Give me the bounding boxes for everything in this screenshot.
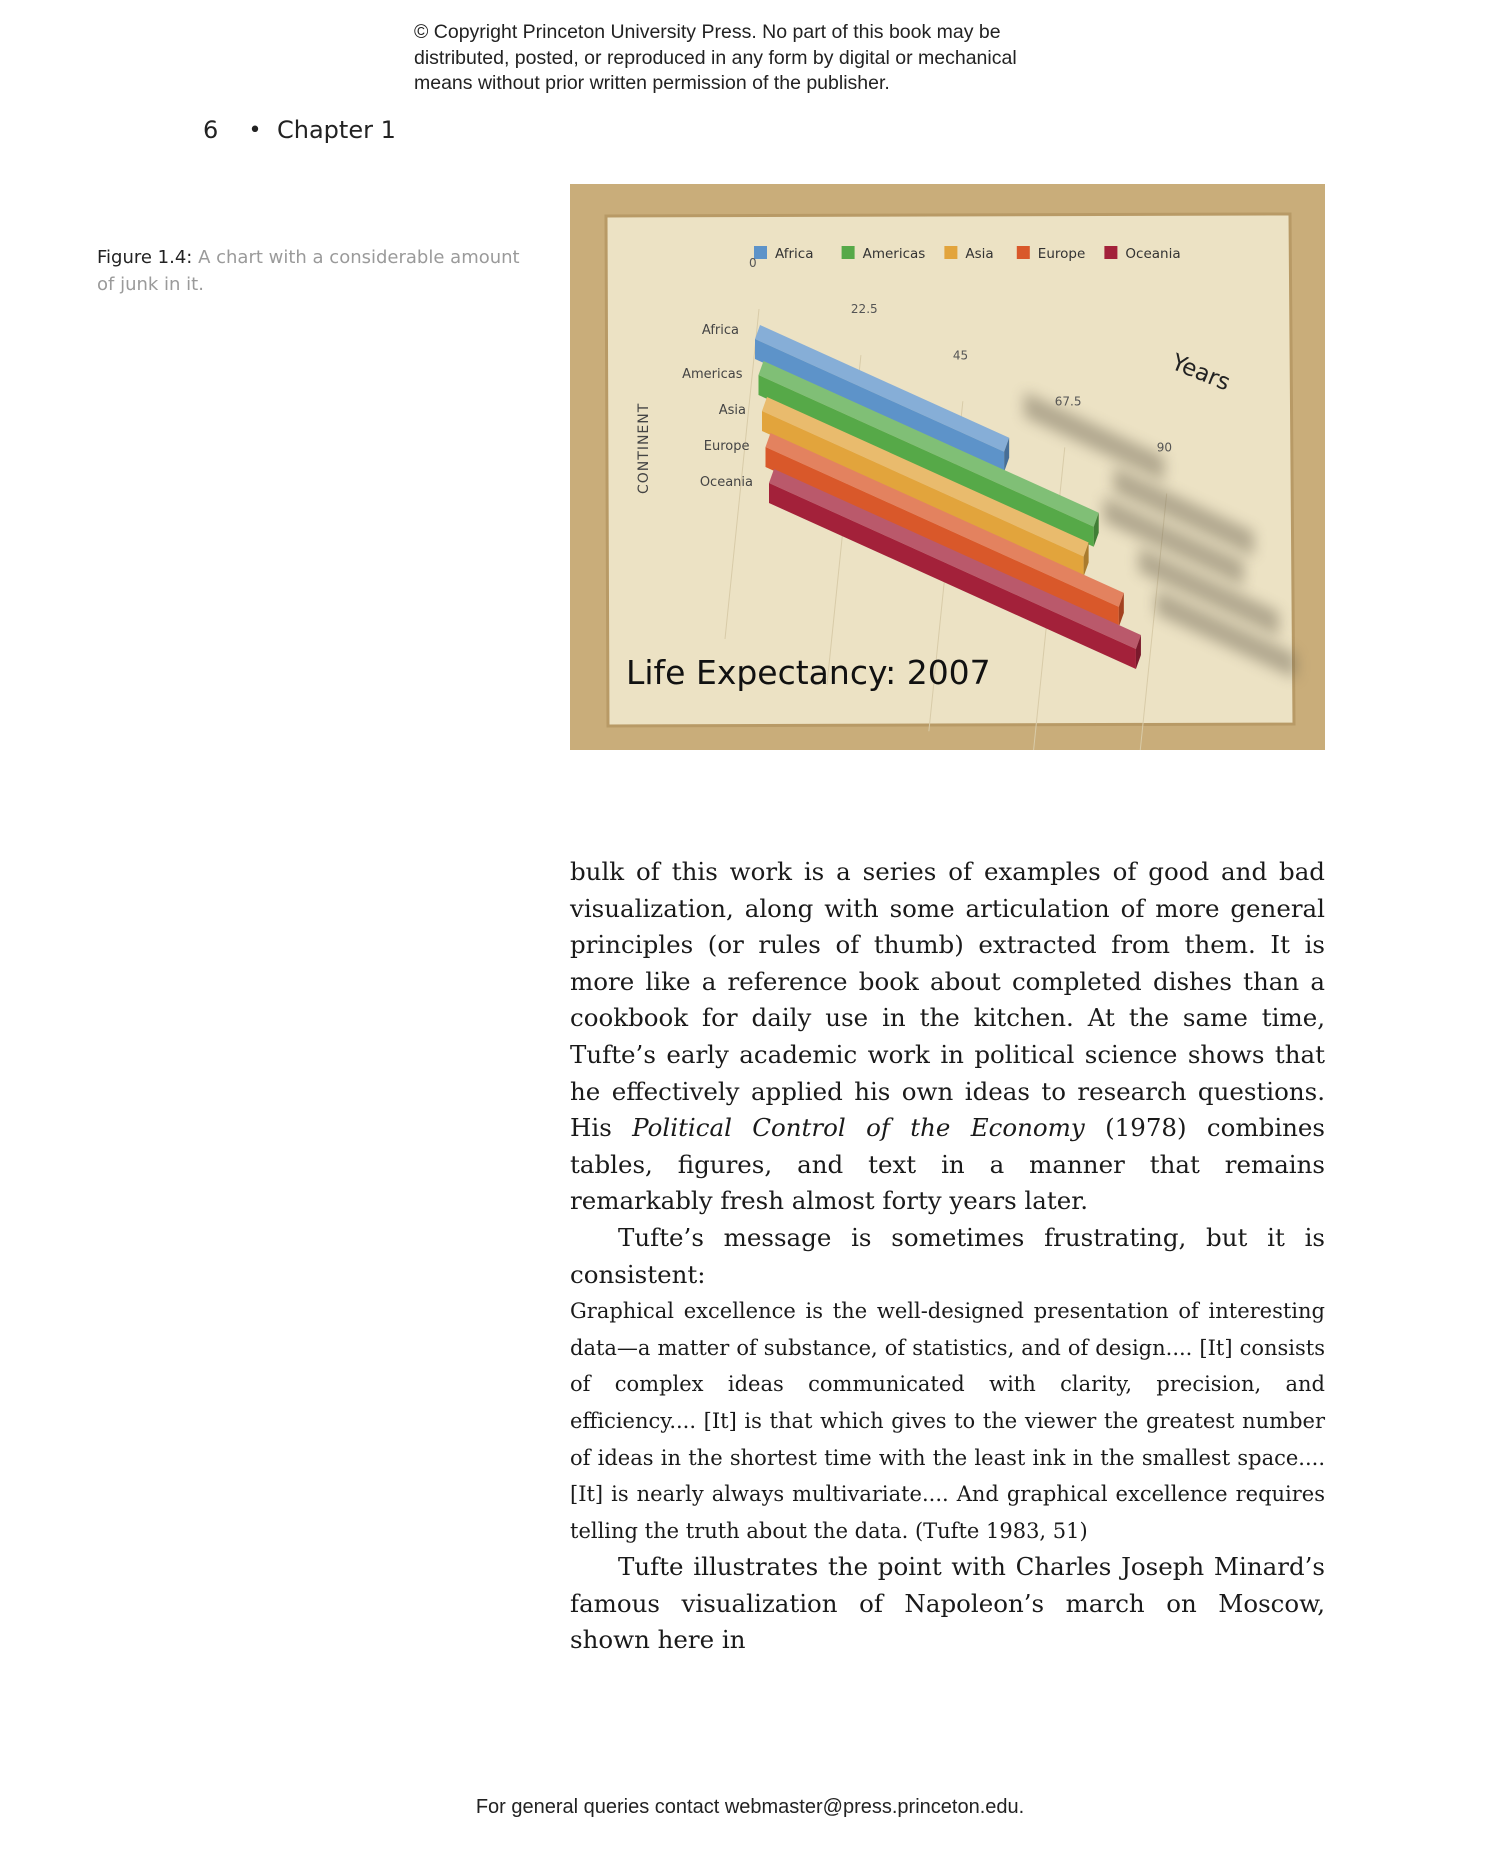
x-tick-label: 0 xyxy=(749,256,757,270)
block-quote: Graphical excellence is the well-designed presentation of interesting data—a matter of substance, of statistics, and of design.... [It] consists of complex ideas communicated with clarity, precision, and efficiency.... [It] is that which gives to the viewer the greatest number of ideas in the shortest time with the least ink in the smallest space.... [It] is nearly always multivariate.... And graphical excellence requires telling the truth about the data. (Tufte 1983, 51) xyxy=(570,1299,1325,1543)
copyright-line: distributed, posted, or reproduced in any form by digital or mechanical xyxy=(414,46,1017,69)
y-tick-label: Europe xyxy=(703,439,750,454)
paragraph-1-end: (1978) combines tables, figures, and text in a manner that remains remarkably fresh almost forty years later. xyxy=(570,1113,1326,1216)
x-tick-label: 45 xyxy=(952,348,969,363)
figure-label: Figure 1.4: xyxy=(97,247,193,268)
x-tick-label: 90 xyxy=(1156,440,1172,455)
running-head xyxy=(203,116,396,144)
footer-contact: For general queries contact webmaster@press.princeton.edu. xyxy=(475,1796,1025,1818)
y-tick-label: Asia xyxy=(718,403,746,418)
body-text xyxy=(570,854,1325,1659)
x-tick-label: 67.5 xyxy=(1054,394,1082,409)
copyright-notice xyxy=(414,20,1134,97)
y-tick-label: Oceania xyxy=(699,475,753,490)
x-axis-title: Years xyxy=(1167,349,1234,397)
paragraph-3: Tufte illustrates the point with Charles Joseph Minard’s famous visualization of Napoleon’s march on Moscow, shown here in xyxy=(570,1552,1325,1655)
x-tick-label: 22.5 xyxy=(850,302,878,317)
legend-swatch xyxy=(1104,246,1117,259)
legend-label: Europe xyxy=(1037,246,1086,262)
chart-svg xyxy=(570,184,1325,750)
book-title: Political Control of the Economy xyxy=(632,1113,1085,1143)
legend-label: Americas xyxy=(862,246,926,262)
page-number: 6 xyxy=(203,116,219,144)
chapter-title: Chapter 1 xyxy=(277,116,396,144)
legend-swatch xyxy=(842,246,855,259)
paragraph-1-text: bulk of this work is a series of examples of good and bad visualization, along with some articulation of more general principles (or rules of thumb) extracted from them. It is more like a reference book about completed dishes than a cookbook for daily use in the kitchen. At the same time, Tufte’s early academic work in political science shows that he effectively applied his own ideas to research questions. His xyxy=(570,857,1325,1143)
copyright-line: © Copyright Princeton University Press. No part of this book may be xyxy=(414,21,1001,43)
paragraph-1 xyxy=(570,854,1325,1220)
chart-title: Life Expectancy: 2007 xyxy=(626,653,991,692)
figure-life-expectancy-chart xyxy=(570,184,1325,750)
legend-swatch xyxy=(1017,246,1030,259)
legend-label: Oceania xyxy=(1125,246,1181,262)
y-axis-title: CONTINENT xyxy=(636,402,652,494)
legend-swatch xyxy=(944,246,957,259)
figure-caption xyxy=(97,244,527,298)
caption-text: A chart with a considerable amount of junk in it. xyxy=(97,247,520,295)
legend-label: Africa xyxy=(775,246,814,262)
y-tick-label: Americas xyxy=(682,367,743,382)
copyright-line: means without prior written permission of the publisher. xyxy=(414,72,890,94)
paragraph-2: Tufte’s message is sometimes frustrating, but it is consistent: xyxy=(570,1222,1325,1289)
running-head-separator: • xyxy=(248,117,262,143)
y-tick-label: Africa xyxy=(701,323,739,338)
legend-label: Asia xyxy=(965,246,994,262)
